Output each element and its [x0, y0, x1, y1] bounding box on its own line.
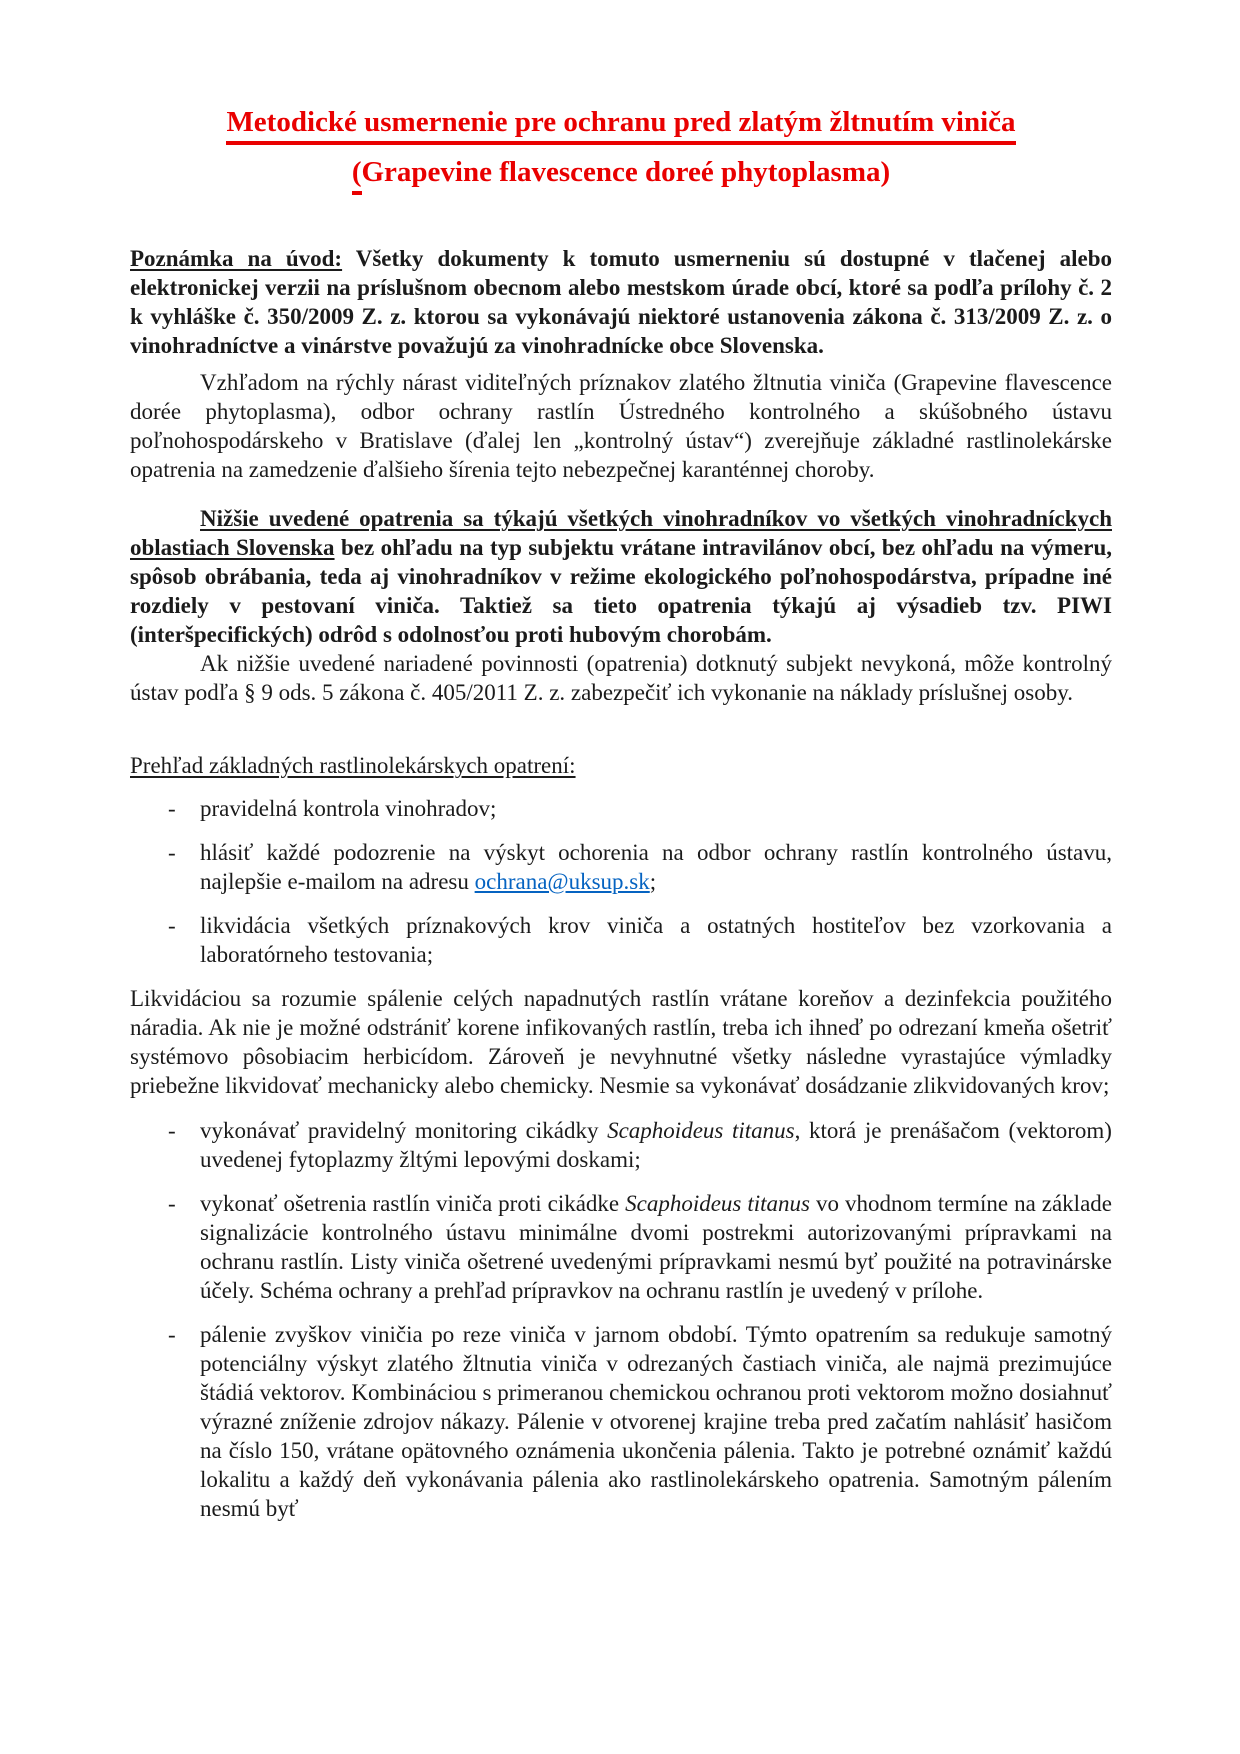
- list-item-text: vykonať ošetrenia rastlín viniča proti cikádke: [200, 1191, 626, 1216]
- document-title: [130, 104, 1112, 190]
- subtitle-text: Grapevine flavescence doreé phytoplasma): [361, 156, 891, 188]
- paragraph-opatrenia: [130, 504, 1112, 649]
- bullet-dash: -: [168, 1191, 176, 1216]
- bullet-dash: -: [168, 796, 176, 821]
- list-item-text-after-species: vo vhodnom termíne na základe signalizácie kontrolného ústavu minimálne dvomi postrekmi autorizovanými prípravkami na ochranu rastlín. Listy viniča ošetrené uvedenými prípravkami nesmú byť použité na potravinárske účely. Schéma ochrany a prehľad prípravkov na ochranu rastlín je uvedený v prílohe.: [200, 1191, 1112, 1303]
- list-item-hlasenie: [130, 838, 1112, 896]
- intro-note-text: Všetky dokumenty k tomuto usmerneniu sú dostupné v tlačenej alebo elektronickej verzii na príslušnom obecnom alebo mestskom úrade obcí, ktoré sa podľa prílohy č. 2 k vyhláške č. 350/2009 Z. z. ktorou sa vykonávajú niektoré ustanovenia zákona č. 313/2009 Z. z. o vinohradníctve a vinárstve považujú za vinohradnícke obce Slovenska.: [130, 246, 1112, 358]
- paragraph-opatrenia-underlined: Nižšie uvedené opatrenia sa týkajú všetkých vinohradníkov vo všetkých vinohradníckych oblastiach Slovenska: [130, 506, 1112, 560]
- list-item-text: likvidácia všetkých príznakových krov viniča a ostatných hostiteľov bez vzorkovania a laboratórneho testovania;: [200, 913, 1112, 967]
- list-item-palenie: [130, 1320, 1112, 1523]
- list-item-osetrenie: [130, 1189, 1112, 1305]
- paragraph-sankcie: Ak nižšie uvedené nariadené povinnosti (opatrenia) dotknutý subjekt nevykoná, môže kontrolný ústav podľa § 9 ods. 5 zákona č. 405/2011 Z. z. zabezpečiť ich vykonanie na náklady príslušnej osoby.: [130, 651, 1112, 705]
- list-item-text: hlásiť každé podozrenie na výskyt ochorenia na odbor ochrany rastlín kontrolného ústavu, najlepšie e-mailom na adresu: [200, 840, 1112, 894]
- bullet-dash: -: [168, 840, 176, 865]
- document-title-line1: [130, 104, 1112, 140]
- list-item-monitoring: [130, 1116, 1112, 1174]
- document-title-line2: [130, 154, 1112, 190]
- list-item-kontrola: [130, 794, 1112, 823]
- bullet-dash: -: [168, 913, 176, 938]
- list-item-text: pravidelná kontrola vinohradov;: [200, 796, 497, 821]
- list-item-text-after-link: ;: [649, 869, 657, 894]
- intro-note-paragraph: [130, 244, 1112, 360]
- bullet-dash: -: [168, 1322, 176, 1347]
- section-heading: [130, 751, 1112, 780]
- document-title-text: Metodické usmernenie pre ochranu pred zlatým žltnutím viniča: [226, 106, 1015, 145]
- list-item-text-after-species: , ktorá je prenášačom (vektorom) uvedenej fytoplazmy žltými lepovými doskami;: [200, 1118, 1112, 1172]
- section-heading-text: Prehľad základných rastlinolekárskych opatrení:: [130, 753, 576, 778]
- species-name: Scaphoideus titanus: [607, 1118, 795, 1143]
- paragraph-likvidacia-vysvetlenie: Likvidáciou sa rozumie spálenie celých napadnutých rastlín vrátane koreňov a dezinfekcia použitého náradia. Ak nie je možné odstrániť korene infikovaných rastlín, treba ich ihneď po odrezaní kmeňa ošetriť systémovo pôsobiacim herbicídom. Zároveň je nevyhnutné všetky následne vyrastajúce výmladky priebežne likvidovať mechanicky alebo chemicky. Nesmie sa vykonávať dosádzanie zlikvidovaných krov;: [130, 986, 1112, 1098]
- measures-list-bottom: [130, 1116, 1112, 1523]
- paragraph-vzhladom: Vzhľadom na rýchly nárast viditeľných príznakov zlatého žltnutia viniča (Grapevine flavescence dorée phytoplasma), odbor ochrany rastlín Ústredného kontrolného a skúšobného ústavu poľnohospodárskeho v Bratislave (ďalej len „kontrolný ústav“) zverejňuje základné rastlinolekárske opatrenia na zamedzenie ďalšieho šírenia tejto nebezpečnej karanténnej choroby.: [130, 370, 1112, 482]
- intro-note-lead: Poznámka na úvod:: [130, 246, 343, 271]
- bullet-dash: -: [168, 1118, 176, 1143]
- subtitle-open-paren: (: [352, 156, 362, 195]
- measures-list-top: [130, 794, 1112, 969]
- email-link[interactable]: ochrana@uksup.sk: [474, 869, 650, 894]
- paragraph-opatrenia-rest: bez ohľadu na typ subjektu vrátane intravilánov obcí, bez ohľadu na výmeru, spôsob obrábania, teda aj vinohradníkov v režime ekologického poľnohospodárstva, prípadne iné rozdiely v pestovaní viniča. Taktiež sa tieto opatrenia týkajú aj výsadieb tzv. PIWI (interšpecifických) odrôd s odolnosťou proti hubovým chorobám.: [130, 535, 1112, 647]
- list-item-text: vykonávať pravidelný monitoring cikádky: [200, 1118, 608, 1143]
- species-name: Scaphoideus titanus: [625, 1191, 810, 1216]
- list-item-likvidacia: [130, 911, 1112, 969]
- list-item-text: pálenie zvyškov viničia po reze viniča v jarnom období. Týmto opatrením sa redukuje samotný potenciálny výskyt zlatého žltnutia viniča v odrezaných častiach viniča, ale najmä prezimujúce štádiá vektorov. Kombináciou s primeranou chemickou ochranou proti vektorom možno dosiahnuť výrazné zníženie zdrojov nákazy. Pálenie v otvorenej krajine treba pred začatím nahlásiť hasičom na číslo 150, vrátane opätovného oznámenia ukončenia pálenia. Takto je potrebné oznámiť každú lokalitu a každý deň vykonávania pálenia ako rastlinolekárskeho opatrenia. Samotným pálením nesmú byť: [200, 1322, 1112, 1521]
